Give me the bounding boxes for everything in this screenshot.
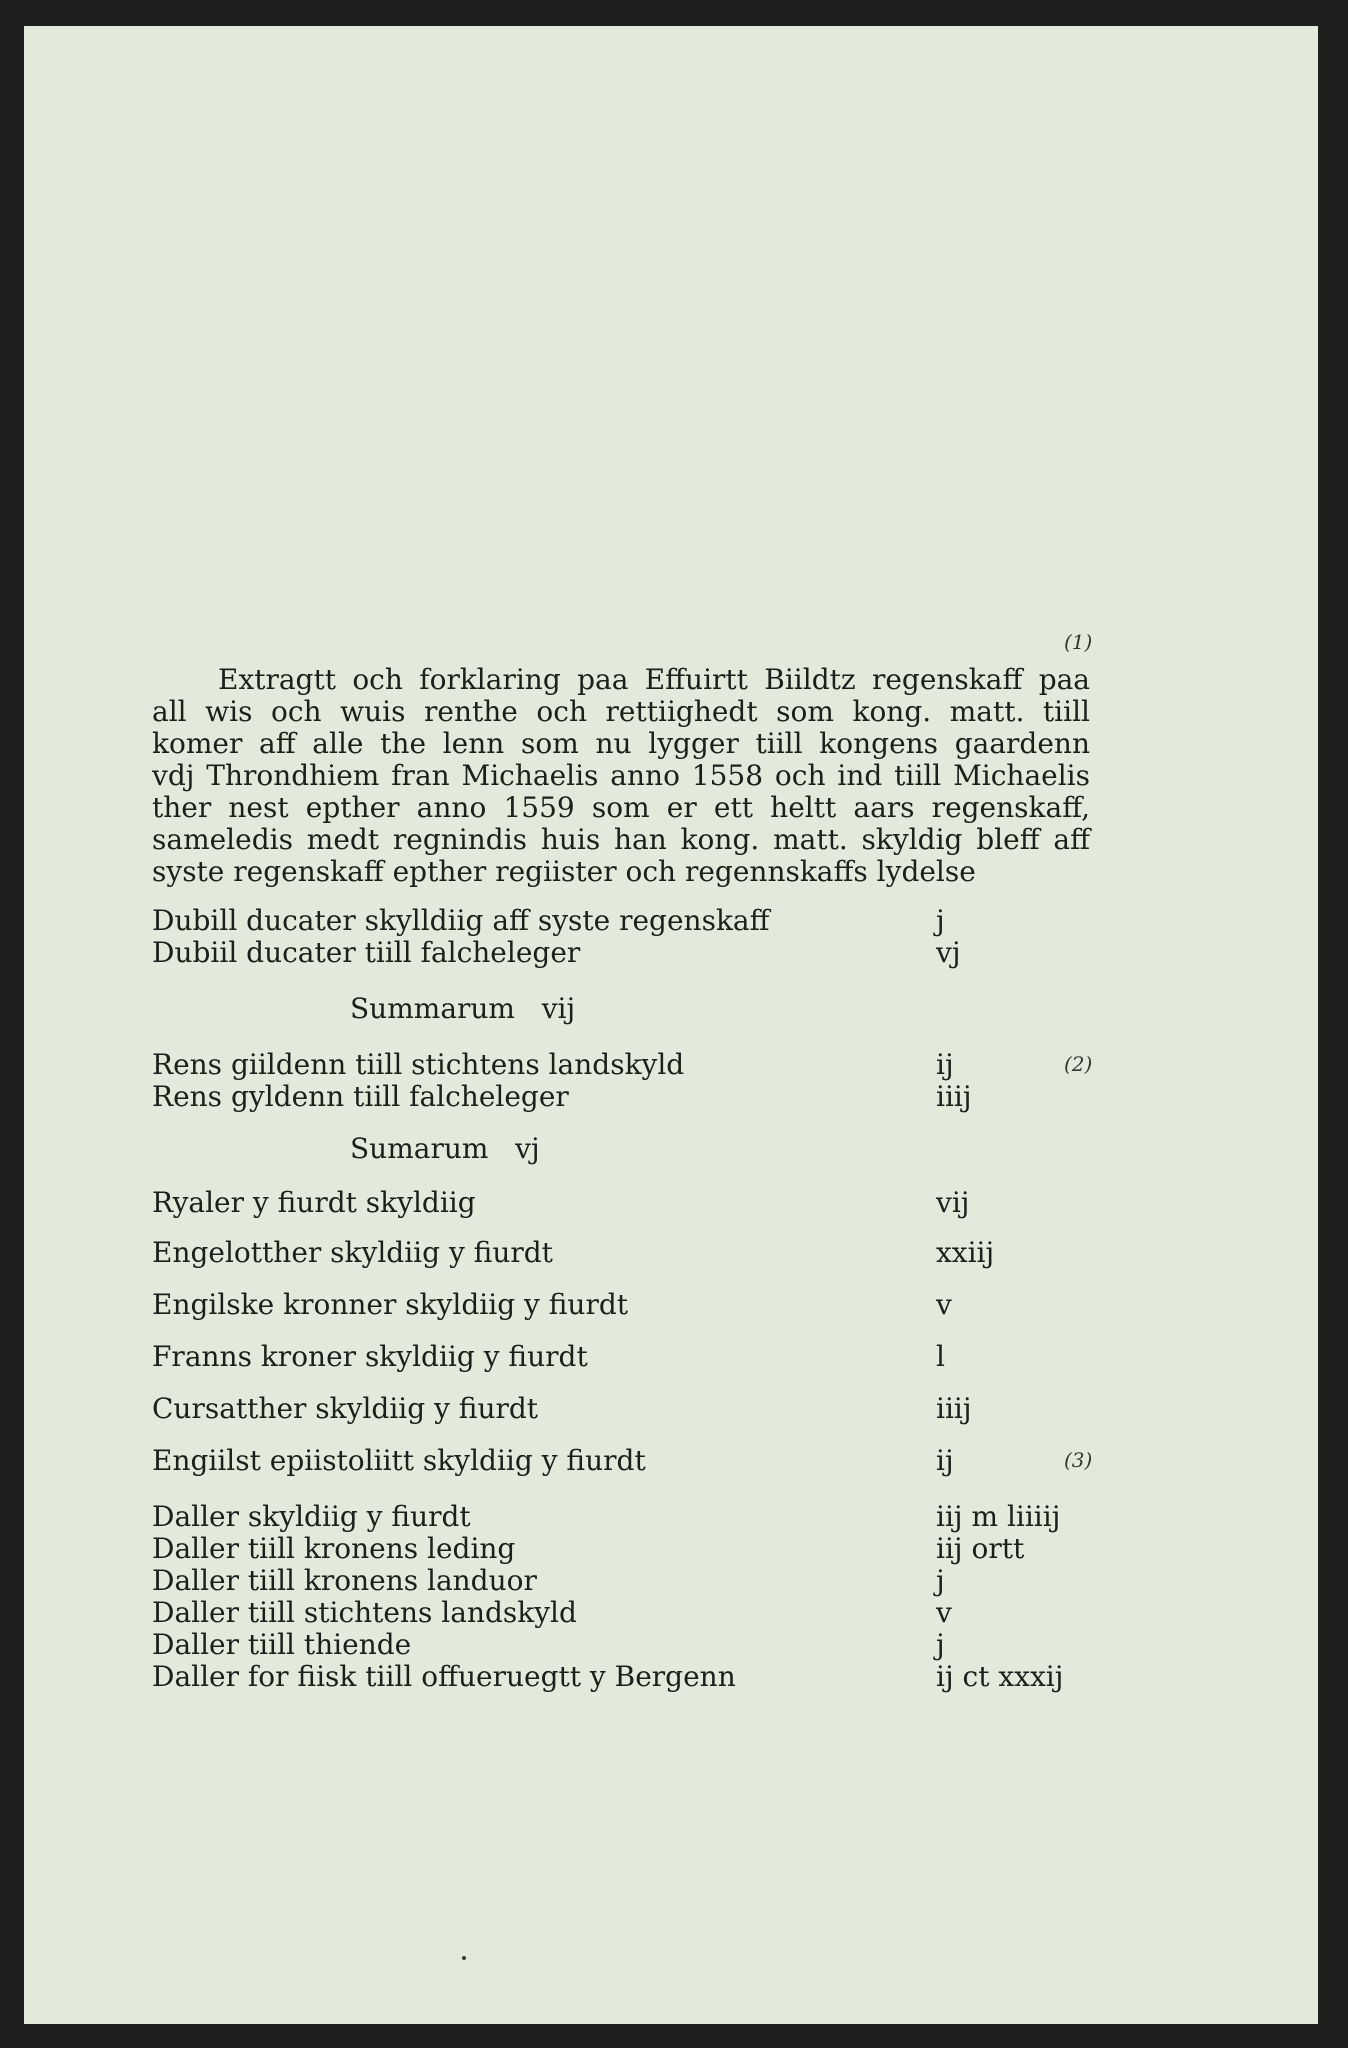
entry-label: Daller tiill thiende <box>152 1628 412 1661</box>
entry-label: Franns kroner skyldiig y fiurdt <box>152 1340 588 1373</box>
summarum-value: vij <box>541 992 576 1025</box>
entry-label: Daller for fiisk tiill offueruegtt y Bergenn <box>152 1660 736 1693</box>
entry-value: l <box>936 1340 945 1373</box>
paragraph-line: ther nest epther anno 1559 som er ett heltt aars regenskaff, <box>152 791 1090 824</box>
entry-label: Daller tiill kronens landuor <box>152 1564 537 1597</box>
entry-value: xxiij <box>936 1236 995 1269</box>
entry-label: Engelotther skyldiig y fiurdt <box>152 1236 553 1269</box>
entry-label: Daller tiill stichtens landskyld <box>152 1596 577 1629</box>
summarum-line <box>350 992 575 1025</box>
summarum-label: Sumarum <box>350 1132 489 1165</box>
document-page <box>24 26 1318 2024</box>
entry-value: iiij <box>936 1392 972 1425</box>
paragraph-line: sameledis medt regnindis huis han kong. matt. skyldig bleff aff <box>152 823 1090 856</box>
footnote-marker-3: (3) <box>1064 1448 1093 1472</box>
entry-value: vj <box>936 936 961 969</box>
paragraph-line: syste regenskaff epther regiister och regennskaffs lydelse <box>152 855 976 888</box>
entry-value: iij ortt <box>936 1532 1025 1565</box>
heading-paragraph <box>152 664 1090 888</box>
entry-label: Dubill ducater skylldiig aff syste regenskaff <box>152 904 770 937</box>
paragraph-line: all wis och wuis renthe och rettiighedt som kong. matt. tiill <box>152 695 1090 728</box>
paragraph-line: vdj Throndhiem fran Michaelis anno 1558 och ind tiill Michaelis <box>152 759 1090 792</box>
summarum-value: vj <box>515 1132 540 1165</box>
entry-value: vij <box>936 1186 970 1219</box>
entry-value: ij ct xxxij <box>936 1660 1064 1693</box>
summarum-line <box>350 1132 540 1165</box>
entry-label: Daller skyldiig y fiurdt <box>152 1500 471 1533</box>
footnote-marker-1: (1) <box>1064 630 1093 654</box>
paragraph-line: komer aff alle the lenn som nu lygger tiill kongens gaardenn <box>152 727 1090 760</box>
entry-value: iiij <box>936 1080 972 1113</box>
entry-value: j <box>936 1564 945 1597</box>
entry-label: Rens gyldenn tiill falcheleger <box>152 1080 569 1113</box>
footnote-marker-2: (2) <box>1064 1052 1093 1076</box>
entry-label: Dubiil ducater tiill falcheleger <box>152 936 581 969</box>
entry-value: v <box>936 1288 952 1321</box>
paragraph-line: Extragtt och forklaring paa Effuirtt Biildtz regenskaff paa <box>218 663 1090 696</box>
entry-label: Engilske kronner skyldiig y fiurdt <box>152 1288 628 1321</box>
entry-label: Cursatther skyldiig y fiurdt <box>152 1392 539 1425</box>
entry-value: ij <box>936 1048 954 1081</box>
entry-label: Engiilst epiistoliitt skyldiig y fiurdt <box>152 1444 646 1477</box>
entry-label: Rens giildenn tiill stichtens landskyld <box>152 1048 685 1081</box>
entry-label: Daller tiill kronens leding <box>152 1532 516 1565</box>
entry-value: ij <box>936 1444 954 1477</box>
summarum-label: Summarum <box>350 992 515 1025</box>
paper-speck <box>462 1956 466 1960</box>
entry-value: j <box>936 1628 945 1661</box>
entry-label: Ryaler y fiurdt skyldiig <box>152 1186 476 1219</box>
entry-value: v <box>936 1596 952 1629</box>
entry-value: j <box>936 904 945 937</box>
entry-value: iij m liiiij <box>936 1500 1061 1533</box>
